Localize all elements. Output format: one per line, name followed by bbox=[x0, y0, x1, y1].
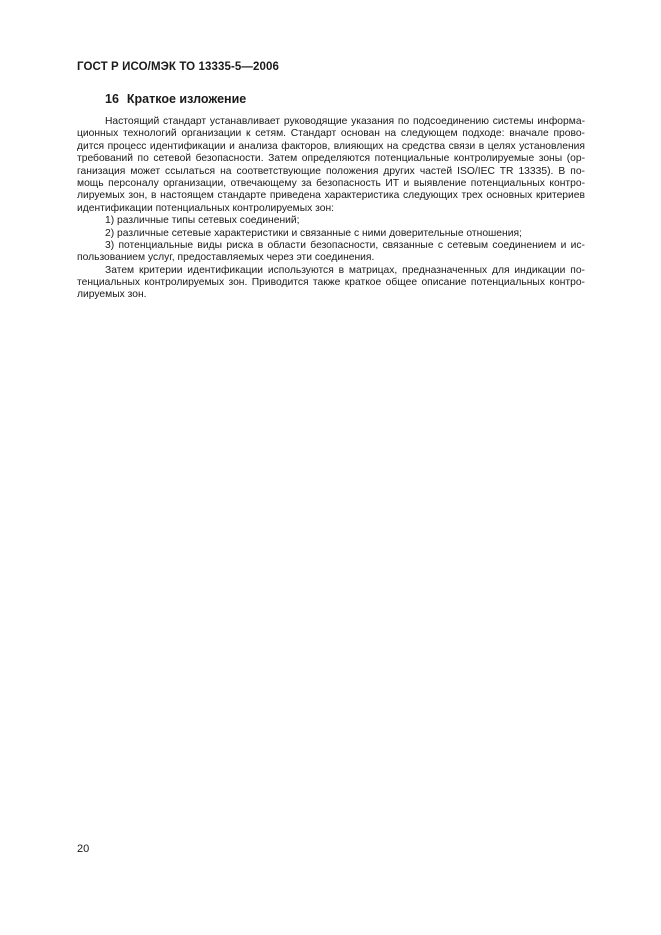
paragraph-line: тенциальных контролируемых зон. Приводится также краткое общее описание потенциальных контро- bbox=[77, 277, 585, 289]
list-item: 1) различные типы сетевых соединений; bbox=[105, 215, 300, 227]
paragraph-line: дится процесс идентификации и анализа факторов, влияющих на средства связи в целях установления bbox=[77, 140, 585, 152]
paragraph-line: мощь персоналу организации, отвечающему за безопасность ИТ и выявление потенциальных контро- bbox=[77, 177, 585, 189]
section-number: 16 bbox=[105, 92, 119, 106]
paragraph-line: ционных технологий организации к сетям. Стандарт основан на следующем подходе: вначале прово- bbox=[77, 128, 585, 140]
paragraph-line: Затем критерии идентификации используются в матрицах, предназначенных для индикации по- bbox=[105, 264, 585, 276]
document-header: ГОСТ Р ИСО/МЭК ТО 13335-5—2006 bbox=[77, 61, 279, 73]
paragraph-line: лируемых зон. bbox=[77, 289, 147, 301]
paragraph-line: лируемых зон, в настоящем стандарте приведена характеристика следующих трех основных критериев bbox=[77, 190, 585, 202]
list-item: 2) различные сетевые характеристики и связанные с ними доверительные отношения; bbox=[105, 227, 522, 239]
section-body bbox=[77, 116, 585, 302]
page-number: 20 bbox=[77, 843, 90, 855]
paragraph-line: ганизация может ссылаться на соответствующие положения других частей ISO/IEC TR 13335). В по- bbox=[77, 165, 585, 177]
section-title: Краткое изложение bbox=[126, 92, 247, 106]
paragraph-line: требований по сетевой безопасности. Затем определяются потенциальные контролируемые зоны (ор- bbox=[77, 153, 585, 165]
list-item-continuation: пользованием услуг, предоставляемых через эти соединения. bbox=[77, 252, 375, 264]
list-item: 3) потенциальные виды риска в области безопасности, связанные с сетевым соединением и ис- bbox=[105, 239, 585, 251]
section-heading bbox=[105, 92, 246, 106]
paragraph-line: Настоящий стандарт устанавливает руководящие указания по подсоединению системы информа- bbox=[105, 116, 585, 127]
paragraph-line: идентификации потенциальных контролируемых зон: bbox=[77, 202, 334, 214]
